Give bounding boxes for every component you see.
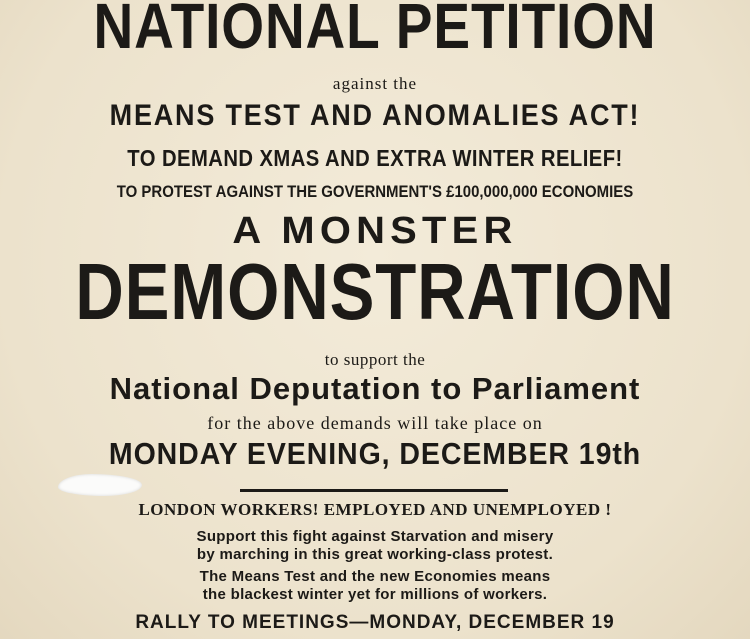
above-demands-line: for the above demands will take place on xyxy=(207,413,543,433)
body-line-3: The Means Test and the new Economies means xyxy=(199,568,551,585)
body-line-2: by marching in this great working-class protest. xyxy=(196,546,554,563)
protest-economies-line: TO PROTEST AGAINST THE GOVERNMENT'S £100,000,000 ECONOMIES xyxy=(116,182,634,201)
body-line-4: the blackest winter yet for millions of workers. xyxy=(202,586,548,603)
means-test-heading: MEANS TEST AND ANOMALIES ACT! xyxy=(109,99,641,132)
demonstration-heading: DEMONSTRATION xyxy=(75,247,675,336)
divider-rule xyxy=(240,489,508,492)
body-line-1: Support this fight against Starvation and misery xyxy=(196,528,554,545)
paper-tear xyxy=(58,474,142,496)
rally-line: RALLY TO MEETINGS—MONDAY, DECEMBER 19 xyxy=(135,612,615,633)
date-heading: MONDAY EVENING, DECEMBER 19th xyxy=(108,436,642,471)
monster-heading: A MONSTER xyxy=(232,210,518,252)
xmas-relief-line: TO DEMAND XMAS AND EXTRA WINTER RELIEF! xyxy=(127,145,623,171)
to-support-line: to support the xyxy=(324,350,426,369)
against-line: against the xyxy=(332,74,418,93)
deputation-heading: National Deputation to Parliament xyxy=(109,371,641,406)
poster-title: NATIONAL PETITION xyxy=(93,0,657,62)
london-workers-line: LONDON WORKERS! EMPLOYED AND UNEMPLOYED ! xyxy=(138,500,612,519)
